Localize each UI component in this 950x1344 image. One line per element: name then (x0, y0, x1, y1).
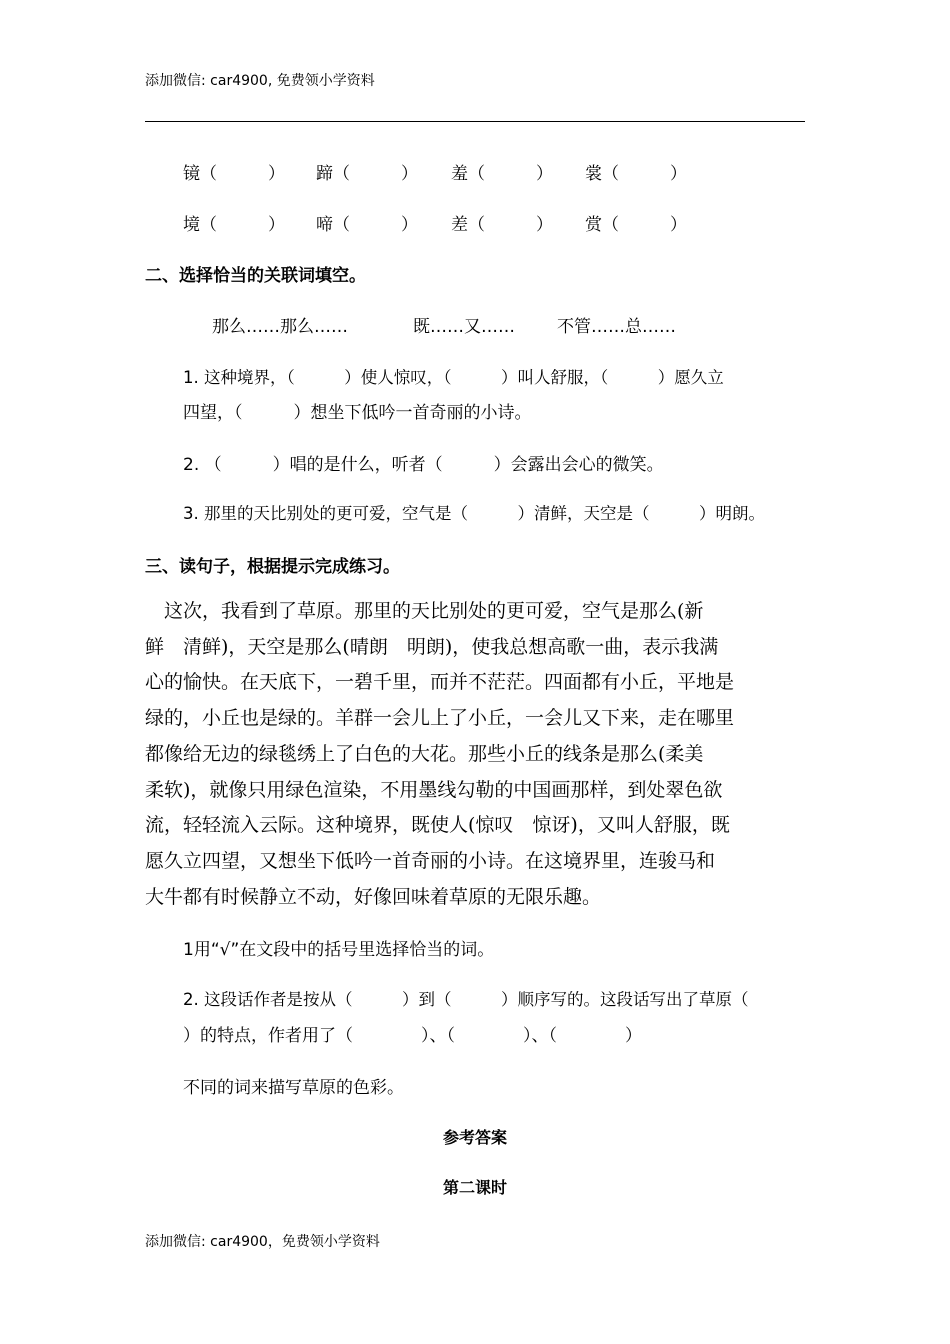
page-footer: 添加微信: car4900，免费领小学资料 (145, 1234, 380, 1250)
char-item: 裳（ ） (585, 164, 687, 184)
passage-line: 都像给无边的绿毯绣上了白色的大花。那些小丘的线条是那么(柔美 (145, 742, 704, 765)
question-3: 3. 那里的天比别处的更可爱，空气是（ ）清鲜，天空是（ ）明朗。 (183, 504, 765, 523)
answers-subtitle: 第二课时 (442, 1178, 507, 1197)
passage-line: 鲜 清鲜)，天空是那么(晴朗 明朗)，使我总想高歌一曲，表示我满 (145, 635, 719, 658)
word-option: 既……又…… (413, 317, 515, 337)
char-item: 差（ ） (451, 215, 553, 235)
char-item: 赏（ ） (585, 215, 687, 235)
question-1-line-1: 1. 这种境界，（ ）使人惊叹，（ ）叫人舒服，（ ）愿久立 (183, 368, 724, 387)
word-option: 不管……总…… (557, 317, 676, 337)
section-3-title: 三、读句子，根据提示完成练习。 (145, 557, 400, 577)
passage-line: 心的愉快。在天底下，一碧千里，而并不茫茫。四面都有小丘，平地是 (145, 671, 735, 694)
exercise-2-line-2: ）的特点，作者用了（ ）、（ ）、（ ） (183, 1026, 642, 1046)
passage-line: 流，轻轻流入云际。这种境界，既使人(惊叹 惊讶)，又叫人舒服，既 (145, 814, 730, 837)
question-1-line-2: 四望，（ ）想坐下低吟一首奇丽的小诗。 (183, 403, 532, 423)
word-option: 那么……那么…… (212, 317, 348, 337)
exercise-2-line-3: 不同的词来描写草原的色彩。 (183, 1078, 404, 1098)
question-2: 2. （ ）唱的是什么，听者（ ）会露出会心的微笑。 (183, 455, 664, 475)
header-divider (145, 121, 805, 122)
answers-title: 参考答案 (442, 1128, 507, 1147)
char-item: 啼（ ） (316, 215, 418, 235)
page-header: 添加微信: car4900, 免费领小学资料 (145, 73, 375, 89)
passage-line: 愿久立四望，又想坐下低吟一首奇丽的小诗。在这境界里，连骏马和 (145, 849, 716, 872)
char-item: 蹄（ ） (316, 164, 418, 184)
passage-line: 柔软)，就像只用绿色渲染，不用墨线勾勒的中国画那样，到处翠色欲 (145, 778, 723, 801)
char-item: 羞（ ） (451, 164, 553, 184)
passage-line: 这次，我看到了草原。那里的天比别处的更可爱，空气是那么(新 (145, 600, 704, 622)
reading-passage (145, 594, 807, 915)
exercise-2-line-1: 2. 这段话作者是按从（ ）到（ ）顺序写的。这段话写出了草原（ (183, 990, 749, 1009)
passage-line: 绿的，小丘也是绿的。羊群一会儿上了小丘，一会儿又下来，走在哪里 (145, 707, 735, 730)
passage-line: 大牛都有时候静立不动，好像回味着草原的无限乐趣。 (145, 885, 602, 908)
char-item: 镜（ ） (183, 164, 285, 184)
char-item: 境（ ） (183, 215, 285, 235)
section-2-title: 二、选择恰当的关联词填空。 (145, 266, 366, 286)
exercise-1: 1用“√”在文段中的括号里选择恰当的词。 (183, 940, 495, 960)
